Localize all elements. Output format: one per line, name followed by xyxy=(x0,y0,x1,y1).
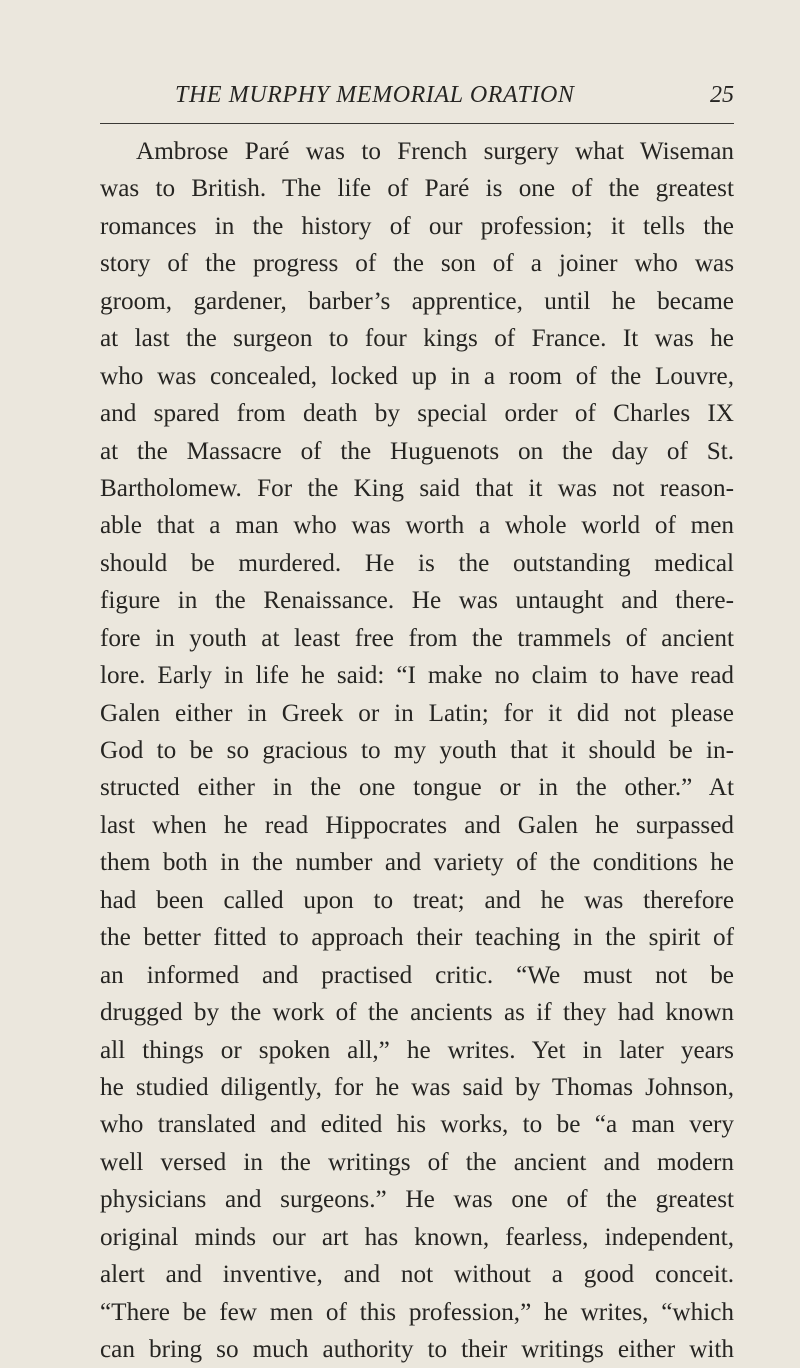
text-line: who translated and edited his works, to be “a man very xyxy=(100,1111,734,1139)
text-line: he studied diligently, for he was said by Thomas Johnson, xyxy=(100,1073,734,1101)
text-line: Ambrose Paré was to French surgery what Wiseman xyxy=(136,138,734,165)
text-line: who was concealed, locked up in a room of the Louvre, xyxy=(100,362,734,390)
text-line: the better fitted to approach their teaching in the spirit of xyxy=(100,924,734,952)
text-line: “There be few men of this profession,” he writes, “which xyxy=(100,1298,734,1326)
text-line: fore in youth at least free from the trammels of ancient xyxy=(100,624,734,652)
text-line: figure in the Renaissance. He was untaught and there- xyxy=(100,587,734,615)
text-line: Galen either in Greek or in Latin; for it did not please xyxy=(100,699,734,727)
text-line: was to British. The life of Paré is one of the greatest xyxy=(100,175,734,203)
text-line: physicians and surgeons.” He was one of the greatest xyxy=(100,1186,734,1214)
running-title: THE MURPHY MEMORIAL ORATION xyxy=(175,82,575,108)
text-line: God to be so gracious to my youth that it should be in- xyxy=(100,737,734,764)
text-line: story of the progress of the son of a joiner who was xyxy=(100,250,734,278)
text-line: should be murdered. He is the outstanding medical xyxy=(100,549,734,577)
text-line: all things or spoken all,” he writes. Yet in later years xyxy=(100,1036,734,1064)
text-line: well versed in the writings of the ancient and modern xyxy=(100,1148,734,1176)
text-line: can bring so much authority to their writings either with xyxy=(100,1336,734,1363)
text-line: alert and inventive, and not without a good conceit. xyxy=(100,1261,734,1289)
text-line: had been called upon to treat; and he was therefore xyxy=(100,886,734,914)
running-header xyxy=(100,80,734,114)
text-line: them both in the number and variety of the conditions he xyxy=(100,849,734,877)
text-line: drugged by the work of the ancients as if they had known xyxy=(100,999,734,1027)
text-line: last when he read Hippocrates and Galen he surpassed xyxy=(100,811,734,839)
text-line: romances in the history of our profession; it tells the xyxy=(100,212,734,240)
text-line: able that a man who was worth a whole world of men xyxy=(100,512,734,540)
text-line: Bartholomew. For the King said that it was not reason- xyxy=(100,474,734,502)
text-line: structed either in the one tongue or in the other.” At xyxy=(100,774,734,802)
text-line: at the Massacre of the Huguenots on the day of St. xyxy=(100,437,734,465)
page-number: 25 xyxy=(710,82,734,108)
text-line: at last the surgeon to four kings of France. It was he xyxy=(100,325,734,353)
text-line: an informed and practised critic. “We must not be xyxy=(100,961,734,989)
text-line: and spared from death by special order of Charles IX xyxy=(100,400,734,428)
body-paragraph xyxy=(100,133,734,1368)
header-rule xyxy=(100,123,734,124)
text-line: lore. Early in life he said: “I make no claim to have read xyxy=(100,662,734,690)
text-line: groom, gardener, barber’s apprentice, until he became xyxy=(100,287,734,315)
text-line: original minds our art has known, fearless, independent, xyxy=(100,1223,734,1251)
